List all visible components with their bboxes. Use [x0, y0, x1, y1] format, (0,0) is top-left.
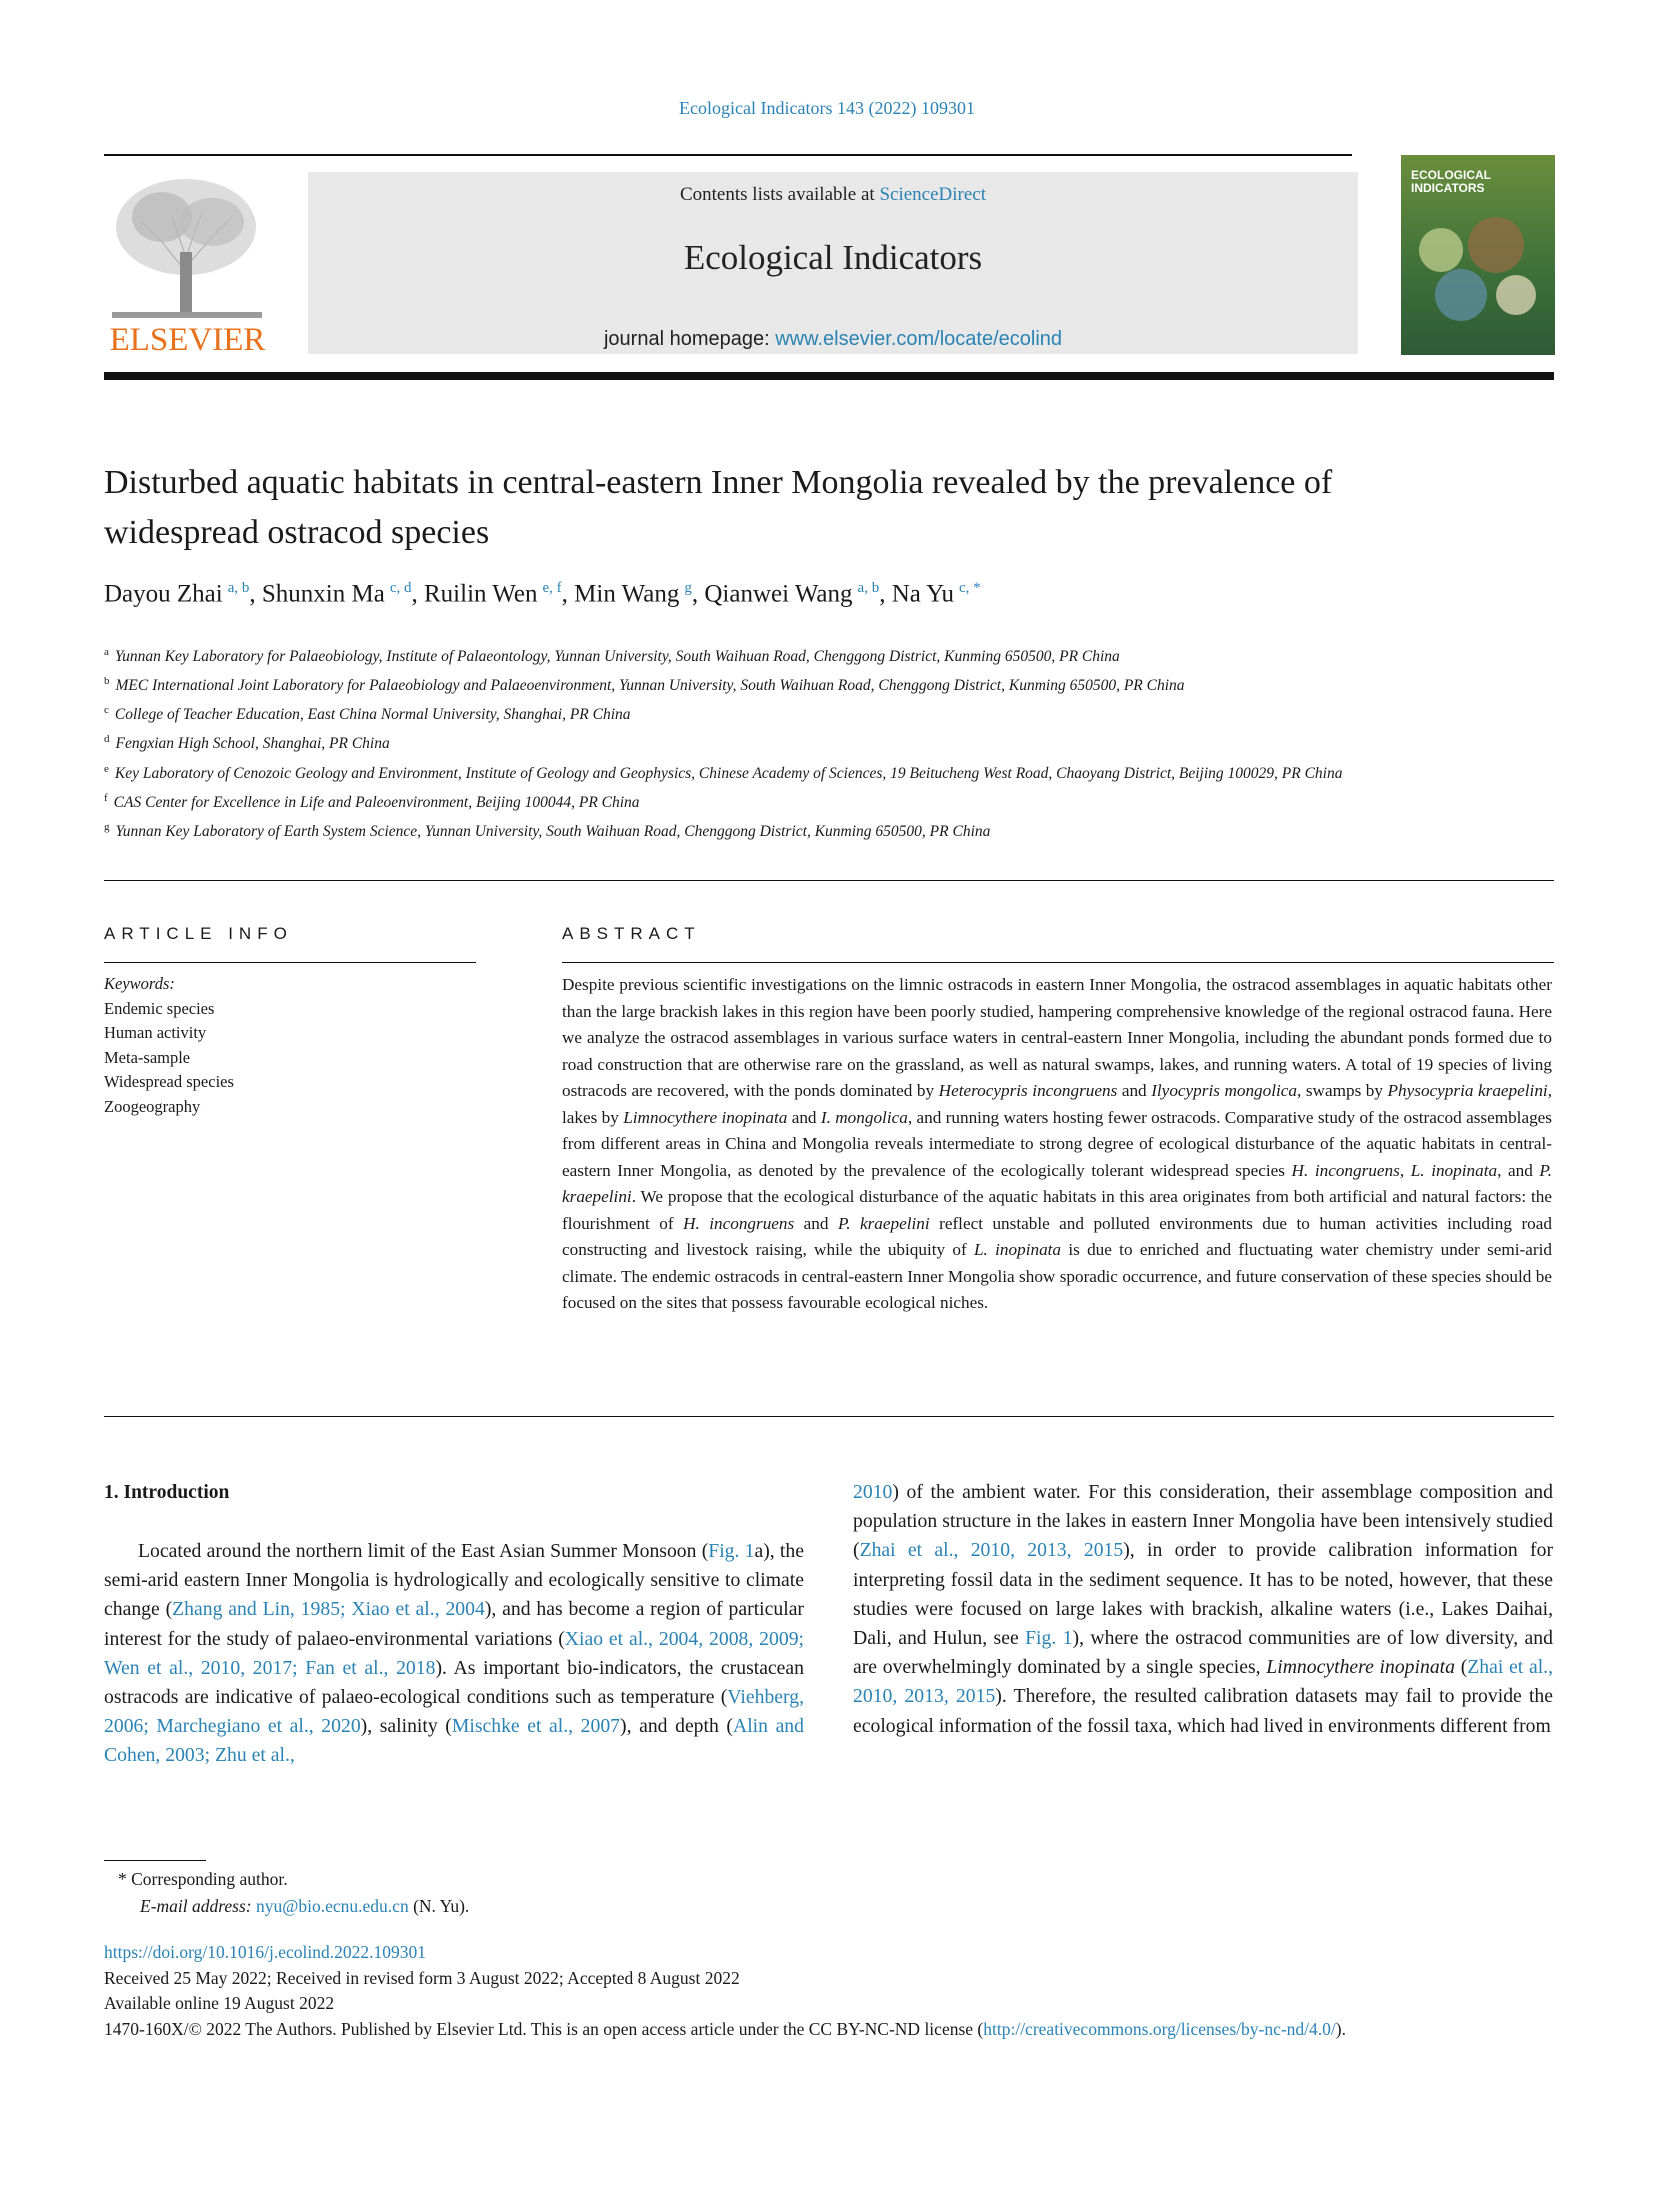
author-name: Min Wang — [574, 580, 680, 608]
author-affiliation-marker[interactable]: a, b — [857, 580, 880, 596]
species-name: P. kraepelini — [562, 1160, 1553, 1206]
affiliations — [104, 640, 1364, 844]
body-text: ). As important bio-indicators, the crustacean ostracods are indicative of palaeo-ecological conditions such as temperature ( — [104, 1656, 804, 1709]
homepage-line — [308, 328, 1358, 351]
body-text: ). Therefore, the resulted calibration datasets may fail to provide the ecological information of the fossil taxa, which had lived in environments different from — [853, 1685, 1553, 1737]
abstract-text — [562, 972, 1552, 1317]
citation-link[interactable]: Mischke et al., 2007 — [451, 1715, 621, 1738]
author-affiliation-marker[interactable]: e, f — [542, 580, 562, 596]
author-separator: , — [561, 580, 575, 608]
abstract-segment: and — [787, 1107, 821, 1127]
affiliation-key: g — [104, 820, 110, 833]
abstract-segment: and — [794, 1213, 838, 1233]
abstract-segment: , and running waters hosting fewer ostracods. Comparative study of the ostracod assemblages from different areas in China and Mongolia reveals intermediate to strong degree of ecological disturbance of the aquatic habitats in central-eastern Inner Mongolia, as denoted by the prevalence of the ecologically tolerant widespread species — [562, 1107, 1552, 1180]
abstract-segment: , swamps by — [1297, 1081, 1388, 1100]
species-name: Heterocypris incongruens — [938, 1081, 1118, 1100]
author-separator: , — [249, 580, 262, 608]
affiliation-item — [104, 727, 1364, 756]
contents-line — [308, 184, 1358, 206]
abstract-segment: . We propose that the ecological disturbance of the aquatic habitats in this area originates from both artificial and natural factors: the flourishment of — [562, 1187, 1552, 1233]
license-link[interactable]: http://creativecommons.org/licenses/by-nc-nd/4.0/ — [983, 2018, 1336, 2039]
affiliation-key: b — [104, 675, 110, 688]
license-suffix: ). — [1335, 2018, 1346, 2039]
email-line — [118, 1893, 918, 1920]
affiliation-text: MEC International Joint Laboratory for Palaeobiology and Palaeoenvironment, Yunnan University, South Waihuan Road, Chenggong District, Kunming 650500, PR China — [115, 677, 1185, 695]
author-name: Shunxin Ma — [261, 580, 385, 608]
footnote — [118, 1866, 918, 1920]
abstract-segment: , and — [1497, 1160, 1540, 1180]
citation-link[interactable]: Zhai et al., 2010, 2013, 2015 — [853, 1656, 1554, 1708]
affiliation-item — [104, 757, 1364, 786]
species-name: Ilyocypris mongolica — [1151, 1081, 1298, 1100]
body-text: ) of the ambient water. For this consideration, their assemblage composition and population structure in the lakes in eastern Inner Mongolia have been intensively studied ( — [853, 1481, 1553, 1562]
divider — [104, 962, 476, 963]
email-link[interactable]: nyu@bio.ecnu.edu.cn — [256, 1896, 409, 1916]
keyword-item: Endemic species — [104, 998, 215, 1018]
received-dates: Received 25 May 2022; Received in revised form 3 August 2022; Accepted 8 August 2022 — [104, 1967, 740, 1988]
author-name: Na Yu — [891, 580, 954, 608]
corresponding-author-note: * Corresponding author. — [118, 1869, 288, 1889]
citation-link[interactable]: Zhai et al., 2010, 2013, 2015 — [859, 1539, 1124, 1562]
divider — [562, 962, 1554, 963]
license-prefix: 1470-160X/© 2022 The Authors. Published by Elsevier Ltd. This is an open access article under the CC BY-NC-ND license ( — [104, 2018, 984, 2039]
affiliation-item — [104, 786, 1364, 815]
abstract-segment: reflect unstable and polluted environments due to human activities including road constructing and livestock raising, while the ubiquity of — [562, 1213, 1552, 1259]
species-name: H. incongruens — [1291, 1160, 1400, 1180]
author-affiliation-marker[interactable]: g — [684, 580, 692, 596]
header-thick-rule — [104, 372, 1554, 380]
body-text: ), and has become a region of particular interest for the study of palaeo-environmental variations ( — [104, 1598, 804, 1650]
species-name: P. kraepelini — [837, 1213, 930, 1233]
abstract-segment: is due to enriched and fluctuating water chemistry under semi-arid climate. The endemic ostracods in central-eastern Inner Mongolia show sporadic occurrence, and future conservation of these species should be focused on the sites that possess favourable ecological niches. — [562, 1240, 1552, 1312]
cover-title: ECOLOGICAL INDICATORS — [1411, 168, 1491, 195]
author-name: Dayou Zhai — [104, 580, 223, 608]
body-text: ), in order to provide calibration information for interpreting fossil data in the sediment sequence. It has to be noted, however, that these studies were focused on large lakes with brackish, alkaline waters (i.e., Lakes Daihai, Dali, and Hulun, see — [853, 1539, 1553, 1650]
abstract-segment: and — [1117, 1081, 1152, 1100]
keyword-item: Zoogeography — [104, 1096, 201, 1116]
affiliation-key: c — [104, 704, 109, 717]
citation-link[interactable]: Fig. 1 — [1025, 1627, 1073, 1650]
author-separator: , — [411, 580, 424, 608]
citation-link[interactable]: Viehberg, 2006; Marchegiano et al., 2020 — [104, 1686, 804, 1738]
journal-reference[interactable]: Ecological Indicators 143 (2022) 109301 — [679, 98, 975, 118]
article-meta — [104, 1940, 1554, 2042]
body-text: ), and depth ( — [620, 1715, 733, 1738]
affiliation-item — [104, 815, 1364, 844]
journal-cover-image — [1401, 155, 1555, 355]
abstract-segment: , lakes by — [562, 1081, 1552, 1127]
license-line — [104, 2017, 1554, 2043]
affiliation-key: f — [104, 791, 108, 804]
email-label: E-mail address: — [140, 1896, 252, 1916]
citation-link[interactable]: Xiao et al., 2004, 2008, 2009; Wen et al., 2010, 2017; Fan et al., 2018 — [104, 1627, 805, 1679]
abstract-heading: ABSTRACT — [562, 924, 701, 943]
keywords-block — [104, 972, 484, 1119]
species-name: Limnocythere inopinata — [623, 1107, 788, 1127]
intro-left-column — [104, 1537, 804, 1771]
citation-link[interactable]: 2010 — [853, 1481, 893, 1503]
affiliation-item — [104, 669, 1364, 698]
contents-prefix: Contents lists available at — [679, 184, 880, 205]
species-name: I. mongolica — [820, 1107, 908, 1127]
affiliation-text: Yunnan Key Laboratory of Earth System Science, Yunnan University, South Waihuan Road, Chenggong District, Kunming 650500, PR China — [115, 823, 991, 841]
citation-link[interactable]: Zhang and Lin, 1985; Xiao et al., 2004 — [172, 1598, 485, 1621]
email-suffix: (N. Yu). — [408, 1896, 470, 1916]
divider — [104, 880, 1554, 881]
footnote-rule — [104, 1860, 206, 1861]
affiliation-text: Yunnan Key Laboratory for Palaeobiology, Institute of Palaeontology, Yunnan University, South Waihuan Road, Chenggong District, Kunming 650500, PR China — [114, 648, 1120, 666]
affiliation-item — [104, 640, 1364, 669]
intro-right-column — [853, 1478, 1553, 1741]
affiliation-text: Fengxian High School, Shanghai, PR China — [115, 735, 390, 753]
affiliation-text: College of Teacher Education, East China Normal University, Shanghai, PR China — [114, 706, 631, 724]
abstract-segment: , — [1399, 1160, 1411, 1180]
body-text: ), where the ostracod communities are of low diversity, and are overwhelmingly dominated by a single species, — [853, 1627, 1553, 1679]
body-text: a), the semi-arid eastern Inner Mongolia is hydrologically and ecologically sensitive to climate change ( — [104, 1540, 804, 1621]
keywords-label: Keywords: — [104, 974, 175, 993]
species-name: Physocypria kraepelini — [1387, 1081, 1548, 1100]
author-affiliation-marker[interactable]: c, d — [389, 580, 412, 596]
citation-link[interactable]: Alin and Cohen, 2003; Zhu et al., — [104, 1715, 804, 1767]
journal-masthead — [308, 172, 1358, 354]
section-title-introduction: 1. Introduction — [104, 1482, 230, 1503]
author-affiliation-marker[interactable]: c, * — [958, 580, 981, 596]
body-text: ( — [1455, 1656, 1468, 1679]
elsevier-wordmark: ELSEVIER — [109, 322, 266, 358]
author-affiliation-marker[interactable]: a, b — [227, 580, 250, 596]
keywords-list — [104, 997, 484, 1120]
affiliation-key: a — [104, 646, 109, 658]
author-name: Qianwei Wang — [704, 580, 853, 608]
affiliation-item — [104, 698, 1364, 727]
journal-homepage-link[interactable]: www.elsevier.com/locate/ecolind — [775, 328, 1063, 350]
affiliation-text: Key Laboratory of Cenozoic Geology and Environment, Institute of Geology and Geophysics, Chinese Academy of Sciences, 19 Beitucheng West Road, Chaoyang District, Beijing 100029, PR China — [114, 764, 1343, 782]
species-name: Limnocythere inopinata — [1266, 1656, 1455, 1679]
article-info-heading: ARTICLE INFO — [104, 924, 293, 943]
journal-title: Ecological Indicators — [683, 238, 983, 277]
divider — [104, 1416, 1554, 1417]
author-separator: , — [691, 580, 705, 608]
doi-link[interactable]: https://doi.org/10.1016/j.ecolind.2022.109301 — [104, 1942, 426, 1962]
available-online: Available online 19 August 2022 — [104, 1993, 335, 2013]
homepage-prefix: journal homepage: — [603, 328, 776, 350]
species-name: H. incongruens — [683, 1213, 795, 1233]
author-name: Ruilin Wen — [424, 580, 538, 608]
keyword-item: Human activity — [104, 1023, 207, 1042]
header-top-rule — [104, 154, 1352, 156]
keyword-item: Widespread species — [104, 1072, 234, 1091]
species-name: L. inopinata — [974, 1240, 1062, 1259]
affiliation-key: e — [104, 762, 109, 775]
species-name: L. inopinata — [1410, 1160, 1498, 1180]
keyword-item: Meta-sample — [104, 1047, 191, 1067]
body-text: Located around the northern limit of the East Asian Summer Monsoon ( — [138, 1540, 709, 1562]
sciencedirect-link[interactable]: ScienceDirect — [879, 184, 987, 205]
author-list — [104, 580, 1404, 608]
citation-link[interactable]: Fig. 1 — [708, 1540, 755, 1562]
body-text: ), salinity ( — [360, 1715, 452, 1738]
affiliation-key: d — [104, 733, 110, 746]
affiliation-text: CAS Center for Excellence in Life and Paleoenvironment, Beijing 100044, PR China — [113, 793, 640, 811]
abstract-segment: Despite previous scientific investigations on the limnic ostracods in eastern Inner Mongolia, the ostracod assemblages in aquatic habitats other than the large brackish lakes in this region have been poorly studied, hampering comprehensive knowledge of the regional ostracod fauna. Here we analyze the ostracod assemblages in various surface waters in central-eastern Inner Mongolia, including the abundant ponds formed due to road construction that are otherwise rare on the grassland, as well as natural swamps, lakes, and running waters. A total of 19 species of living ostracods are recovered, with the ponds dominated by — [562, 975, 1552, 1100]
article-title: Disturbed aquatic habitats in central-eastern Inner Mongolia revealed by the prevalence of widespread ostracod species — [104, 464, 1333, 551]
author-separator: , — [879, 580, 892, 608]
